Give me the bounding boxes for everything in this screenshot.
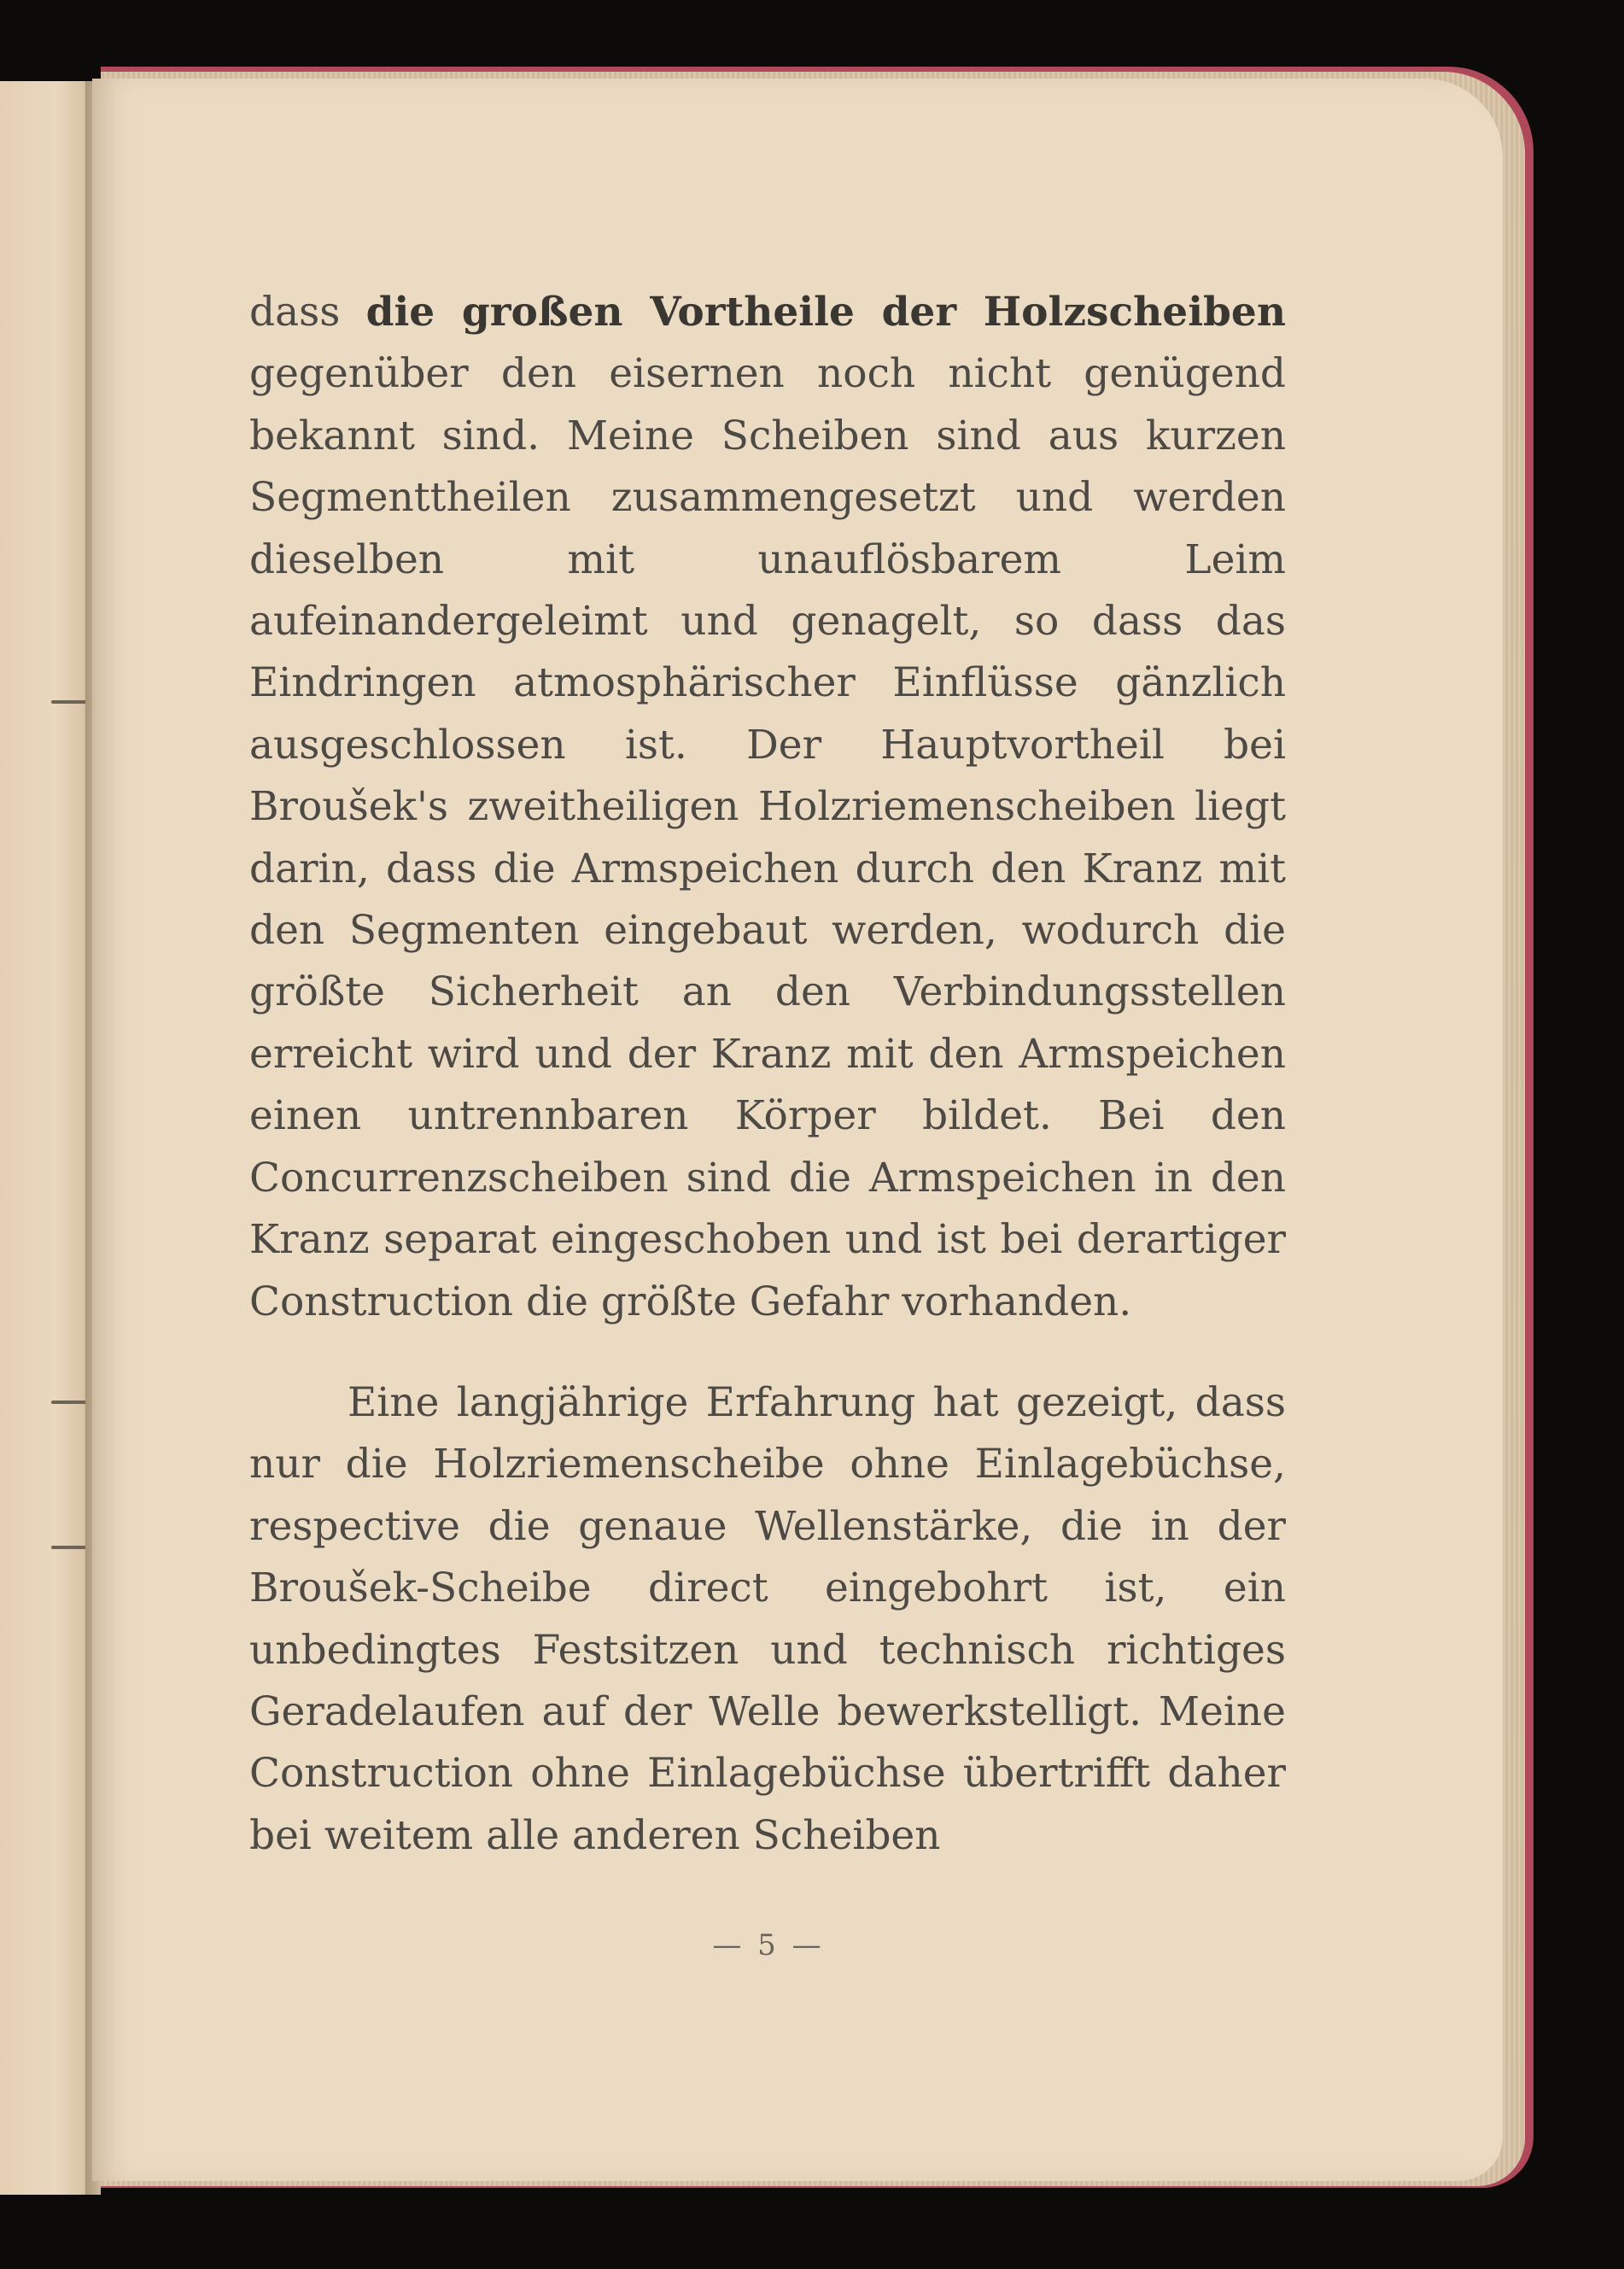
paragraph-1-bold: die großen Vortheile der Holzscheiben [365, 289, 1286, 336]
page-number: — 5 — [712, 1928, 825, 1962]
left-page-edge [0, 81, 92, 2195]
paragraph-2: Eine langjährige Erfahrung hat gezeigt, dass nur die Holzriemenscheibe ohne Einlagebüchse, respective die genaue Wellenstärke, die in der Broušek-Scheibe direct eingebohrt ist, ein unbedingtes Festsitzen und technisch richtiges Geradelaufen auf der Welle bewerkstelligt. Meine Construction ohne Einlagebüchse übertrifft daher bei weitem alle anderen Scheiben [249, 1378, 1286, 1859]
paragraph-1-rest: gegenüber den eisernen noch nicht genügend bekannt sind. Meine Scheiben sind aus kurzen Segmenttheilen zusammengesetzt und werden dieselben mit unauflösbarem Leim aufeinandergeleimt und genagelt, so dass das Eindringen atmosphärischer Einflüsse gänzlich ausgeschlossen ist. Der Hauptvortheil bei Broušek's zweitheiligen Holzriemenscheiben liegt darin, dass die Armspeichen durch den Kranz mit den Segmenten eingebaut werden, wodurch die größte Sicherheit an den Verbindungsstellen erreicht wird und der Kranz mit den Armspeichen einen untrennbaren Körper bildet. Bei den Concurrenzscheiben sind die Armspeichen in den Kranz separat eingeschoben und ist bei derartiger Construction die größte Gefahr vorhanden. [249, 350, 1286, 1325]
body-text [249, 282, 1286, 1867]
paragraph-1-lead: dass [249, 289, 366, 336]
paragraph-1 [249, 282, 1286, 1333]
